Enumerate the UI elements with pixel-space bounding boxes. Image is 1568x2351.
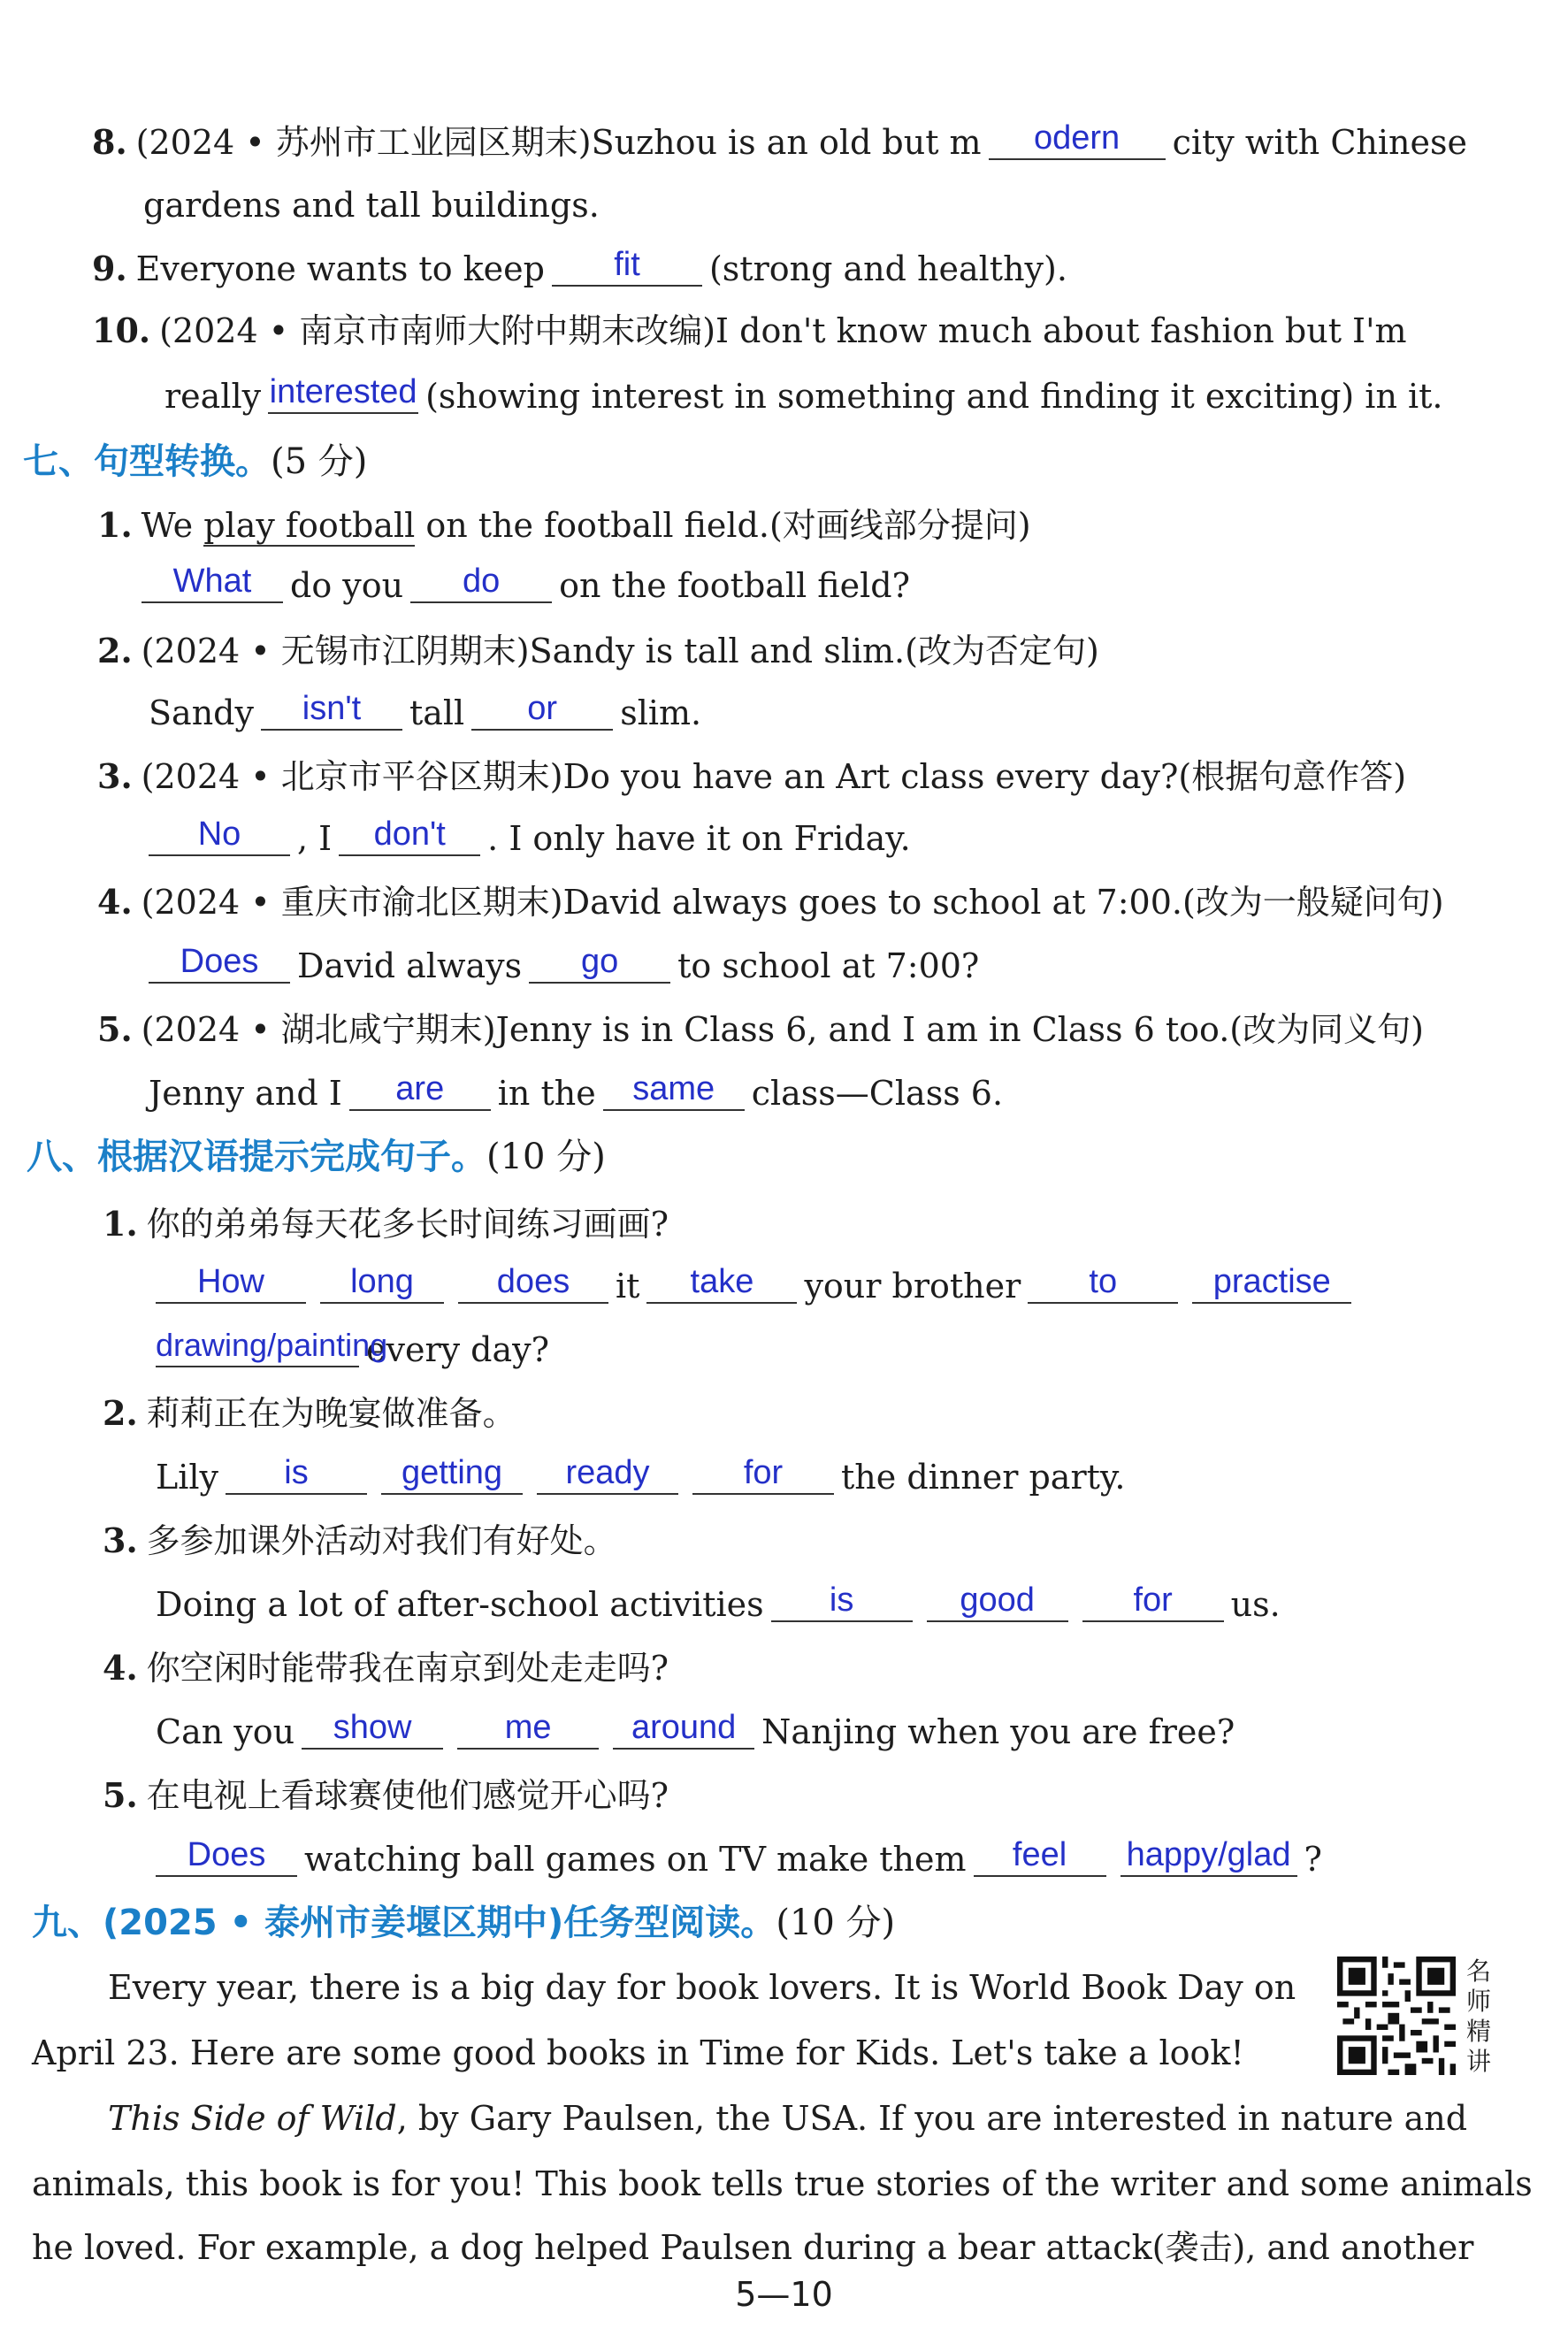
s8-question-1-answer [156,1263,1358,1309]
question-text: to school at 7:00? [677,946,980,985]
question-number: 5. [103,1775,138,1815]
question-10-line2 [164,373,1443,419]
question-text: (2024 • 苏州市工业园区期末)Suzhou is an old but m [135,123,982,162]
reading-paragraph-2-line3: he loved. For example, a dog helped Paulsen during a bear attack(袭击), and another [32,2228,1474,2267]
answer-blank[interactable]: same [603,1068,745,1111]
section-score: (10 分) [486,1137,606,1177]
question-text: do you [290,566,404,605]
s8-question-2 [103,1390,516,1436]
answer-blank[interactable]: drawing/painting [156,1325,359,1367]
s8-question-1-answer-line2 [156,1327,549,1373]
answer-blank[interactable]: is [771,1580,913,1622]
answer-blank[interactable]: me [457,1707,599,1750]
answer-blank[interactable]: do [410,561,552,603]
question-number: 10. [92,310,151,350]
question-text: Nanjing when you are free? [761,1712,1235,1751]
question-text: Sandy [149,693,254,732]
s7-question-2-answer [149,690,701,736]
answer-blank[interactable]: long [320,1261,444,1304]
answer-blank[interactable]: feel [974,1834,1106,1877]
answer-blank[interactable]: are [349,1068,491,1111]
question-text: in the [497,1074,596,1113]
question-text: us. [1230,1585,1281,1624]
section-8-heading [27,1134,606,1180]
question-10 [92,308,1407,354]
question-text: 多参加课外活动对我们有好处。 [146,1521,617,1560]
s8-question-1 [103,1201,669,1247]
s7-question-3-answer [149,816,911,862]
section-score: (5 分) [271,441,368,482]
question-number: 3. [103,1520,138,1560]
question-number: 8. [92,122,127,162]
question-text: city with Chinese [1172,123,1468,162]
question-number: 4. [103,1648,138,1688]
book-title: This Side of Wild [108,2099,397,2138]
question-text: every day? [366,1330,549,1369]
question-text: (2024 • 重庆市渝北区期末)David always goes to school at 7:00.(改为一般疑问句) [141,883,1444,922]
question-number: 9. [92,249,127,288]
reading-paragraph-1-line2: April 23. Here are some good books in Time for Kids. Let's take a look! [32,2033,1244,2072]
section-title: 七、句型转换。 [23,441,271,482]
answer-blank[interactable]: fit [552,244,702,287]
s7-question-1 [97,502,1031,548]
question-text: Everyone wants to keep [135,249,545,288]
section-title: 八、根据汉语提示完成句子。 [27,1137,486,1177]
question-text: it [616,1267,640,1306]
s7-question-3 [97,754,1406,800]
question-text: Doing a lot of after-school activities [156,1585,764,1624]
question-9 [92,246,1067,292]
question-number: 2. [103,1393,138,1433]
s7-question-4 [97,879,1444,925]
answer-blank[interactable]: isn't [261,688,402,731]
reading-paragraph-2-line2: animals, this book is for you! This book tells true stories of the writer and some animals [32,2164,1533,2203]
answer-blank[interactable]: show [302,1707,443,1750]
question-text: (2024 • 无锡市江阴期末)Sandy is tall and slim.(改为否定句) [141,632,1099,670]
answer-blank[interactable]: good [927,1580,1068,1622]
qr-code-icon[interactable] [1337,1957,1456,2075]
paragraph-text: , by Gary Paulsen, the USA. If you are interested in nature and [396,2099,1468,2138]
question-text: slim. [620,693,702,732]
question-number: 3. [97,756,133,796]
question-text: tall [409,693,465,732]
question-text: 你的弟弟每天花多长时间练习画画? [146,1205,669,1244]
question-text: 在电视上看球赛使他们感觉开心吗? [146,1776,669,1815]
answer-blank[interactable]: or [471,688,613,731]
s8-question-5-answer [156,1836,1322,1882]
answer-blank[interactable]: is [226,1452,367,1495]
s8-question-4-answer [156,1709,1235,1755]
s7-question-5 [97,1007,1424,1053]
question-text: 莉莉正在为晚宴做准备。 [146,1394,516,1433]
s7-question-4-answer [149,943,979,989]
reading-paragraph-1-line1: Every year, there is a big day for book lovers. It is World Book Day on [108,1968,1296,2007]
question-text: watching ball games on TV make them [304,1840,967,1879]
answer-blank[interactable]: for [1082,1580,1224,1622]
question-text: . I only have it on Friday. [487,819,911,858]
answer-blank[interactable]: How [156,1261,306,1304]
answer-blank[interactable]: go [529,941,670,984]
reading-paragraph-2-line1 [108,2086,1467,2151]
question-text: the dinner party. [841,1458,1126,1497]
answer-blank[interactable]: interested [268,371,418,414]
question-number: 5. [97,1009,133,1049]
question-text: We [141,506,194,545]
s8-question-3 [103,1518,617,1564]
s7-question-5-answer [149,1070,1003,1116]
answer-blank[interactable]: ready [537,1452,678,1495]
question-text: (2024 • 南京市南师大附中期末改编)I don't know much about fashion but I'm [159,311,1407,350]
section-title: 九、(2025 • 泰州市姜堰区期中)任务型阅读。 [32,1903,776,1943]
s8-question-5 [103,1773,669,1819]
question-text: 你空闲时能带我在南京到处走走吗? [146,1649,669,1688]
question-text: (2024 • 北京市平谷区期末)Do you have an Art class every day?(根据句意作答) [141,757,1407,796]
section-9-heading [32,1900,895,1946]
question-text: Jenny and I [149,1074,342,1113]
question-text: David always [297,946,523,985]
answer-blank[interactable]: does [458,1261,608,1304]
s8-question-2-answer [156,1454,1125,1500]
answer-blank[interactable]: getting [381,1452,523,1495]
question-text: (strong and healthy). [708,249,1067,288]
s8-question-3-answer [156,1581,1281,1627]
answer-blank[interactable]: odern [989,118,1166,160]
question-text: on the football field.(对画线部分提问) [425,506,1031,545]
question-number: 1. [97,505,133,545]
question-text: , I [297,819,333,858]
question-text: Can you [156,1712,295,1751]
question-number: 2. [97,631,133,670]
answer-blank[interactable]: don't [339,814,480,856]
answer-blank[interactable]: for [692,1452,834,1495]
question-8-line2: gardens and tall buildings. [143,186,600,225]
question-number: 4. [97,882,133,922]
answer-blank[interactable]: What [142,561,283,603]
answer-blank[interactable]: Does [149,941,290,984]
s8-question-4 [103,1645,669,1691]
question-text: (showing interest in something and finding it exciting) in it. [425,377,1443,416]
question-text: Lily [156,1458,219,1497]
question-text: (2024 • 湖北咸宁期末)Jenny is in Class 6, and I am in Class 6 too.(改为同义句) [141,1010,1424,1049]
question-text: ? [1304,1840,1322,1879]
question-8 [92,119,1467,165]
answer-blank[interactable]: happy/glad [1121,1834,1297,1877]
page-number: 5—10 [735,2275,833,2314]
answer-blank[interactable]: to [1028,1261,1178,1304]
section-score: (10 分) [776,1903,896,1943]
answer-blank[interactable]: Does [156,1834,297,1877]
question-text: really [164,377,262,416]
answer-blank[interactable]: No [149,814,290,856]
qr-code-label: 名师精讲 [1465,1957,1491,2076]
answer-blank[interactable]: around [613,1707,754,1750]
underlined-phrase: play football [203,506,416,545]
s7-question-2 [97,628,1099,674]
question-text: class—Class 6. [751,1074,1004,1113]
answer-blank[interactable]: practise [1192,1261,1351,1304]
question-text: on the football field? [559,566,910,605]
question-number: 1. [103,1204,138,1244]
question-text: your brother [804,1267,1021,1306]
answer-blank[interactable]: take [646,1261,797,1304]
s7-question-1-answer [142,563,910,609]
section-7-heading [23,439,367,485]
